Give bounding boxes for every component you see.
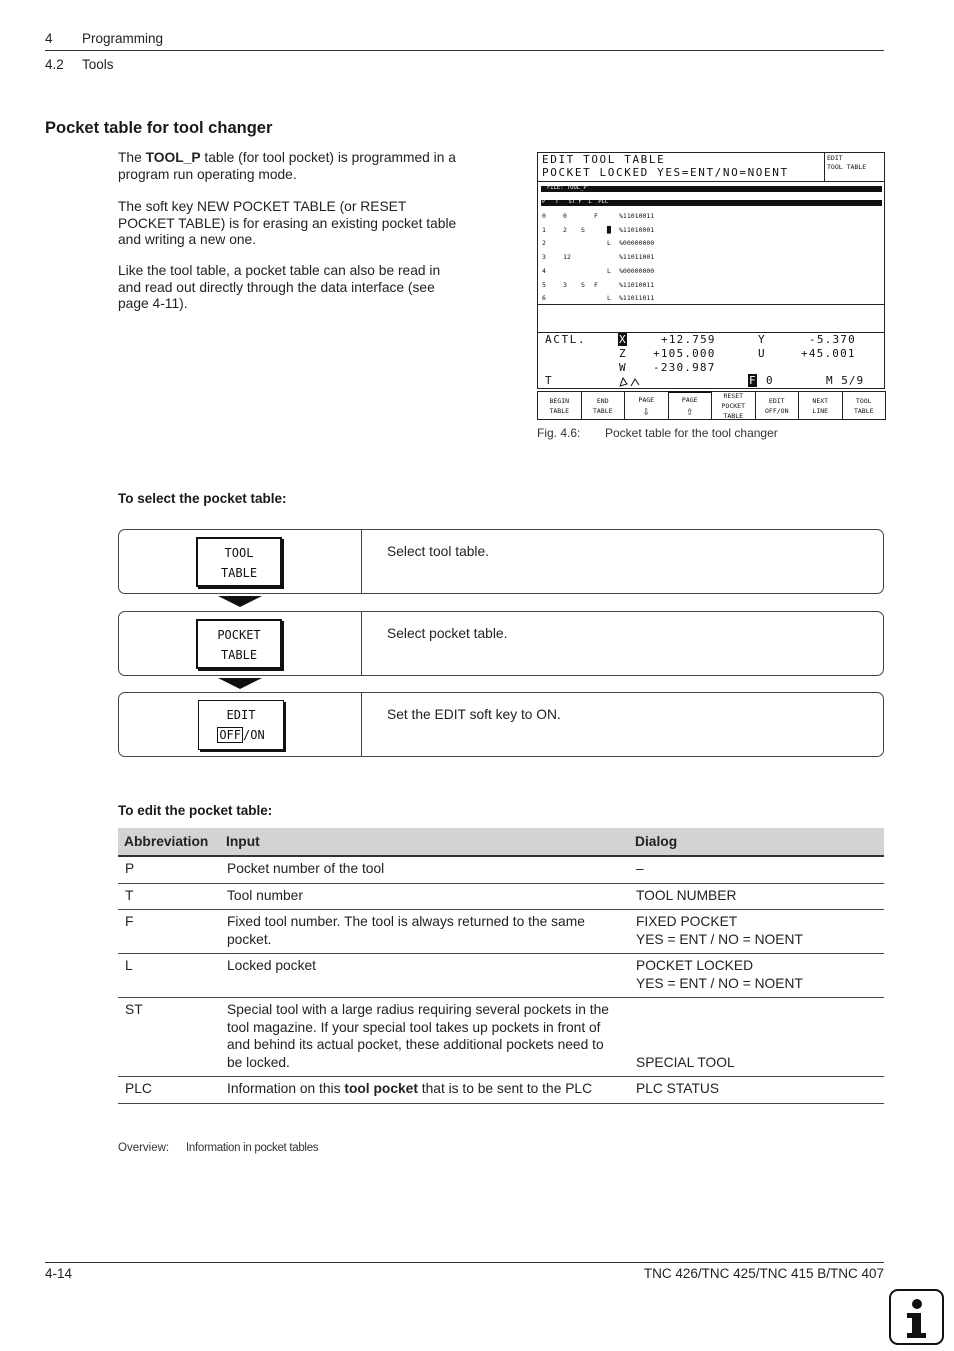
screen-cell-plc: %00000000 [619, 266, 655, 275]
screen-cell-p: 6 [542, 294, 546, 303]
tool-table-key[interactable] [196, 537, 282, 587]
intro-p1-post: table (for tool pocket) is programmed in a program run operating mode. [118, 150, 456, 182]
row-input: Special tool with a large radius requiring several pockets in the tool magazine. If your special tool takes up pockets in front of and behind its actual pocket, these additional pockets need to be locked. [220, 998, 629, 1077]
edit-key-on-text: /ON [243, 728, 265, 742]
softkey-label: LINE [812, 406, 829, 415]
intro-paragraph-1 [118, 150, 463, 183]
row-dialog: POCKET LOCKED YES = ENT / NO = NOENT [629, 954, 884, 998]
screen-cell-l: L [607, 266, 611, 275]
softkey-label: POCKET [721, 401, 745, 410]
chapter-number: 4 [45, 31, 53, 46]
step-divider [361, 530, 362, 593]
softkey-label: OFF/ON [765, 406, 789, 415]
softkey-5[interactable] [711, 391, 756, 420]
intro-paragraph-3: Like the tool table, a pocket table can also be read in and read out directly through the data interface (see page 4-11). [118, 263, 441, 311]
softkey-label: TABLE [853, 406, 874, 415]
step-divider [361, 612, 362, 675]
y-axis-label: Y [758, 333, 765, 346]
screen-mode-line-1: EDIT TOOL TABLE [542, 153, 666, 166]
screen-column-header: P T ST F L PLC [542, 199, 609, 205]
table-row [118, 883, 884, 910]
screen-cell-l: L [607, 294, 611, 303]
down-arrow-icon [218, 678, 262, 689]
select-heading: To select the pocket table: [118, 491, 287, 506]
intro-paragraph-2: The soft key NEW POCKET TABLE (or RESET POCKET TABLE) is for erasing an existing pocket table and writing a new one. [118, 199, 457, 247]
row-input: Locked pocket [220, 954, 629, 998]
m-label: M 5/9 [826, 374, 865, 387]
softkey-label: NEXT [812, 396, 829, 405]
softkey-label: BEGIN [549, 396, 570, 405]
t-label: T [545, 374, 552, 387]
row-abbr: ST [118, 998, 220, 1077]
down-arrow-icon [218, 596, 262, 607]
softkey-label: PAGE [638, 395, 655, 404]
info-icon [889, 1289, 944, 1345]
screen-cell-t: 3 [563, 280, 567, 289]
tool-table-key-line1: TOOL [224, 546, 254, 560]
row-input: Fixed tool number. The tool is always returned to the same pocket. [220, 910, 629, 954]
step-3-description: Set the EDIT soft key to ON. [387, 707, 561, 722]
edit-heading: To edit the pocket table: [118, 803, 273, 818]
softkey-label: RESET [723, 391, 744, 400]
row-input-post: that is to be sent to the PLC [417, 1081, 593, 1096]
tool-table-key-line2: TABLE [220, 566, 258, 580]
u-axis-value: +45.001 [801, 347, 856, 360]
row-input [220, 1077, 629, 1104]
x-axis-label: X [619, 333, 626, 346]
edit-off-on-key[interactable] [198, 700, 284, 750]
screen-cell-t: 2 [563, 225, 567, 234]
pocket-table-key-line2: TABLE [220, 648, 258, 662]
softkey-label: ⇩ [642, 403, 650, 418]
table-row [118, 856, 884, 883]
softkey-label: EDIT [768, 396, 785, 405]
section-number: 4.2 [45, 57, 64, 72]
screen-cell-plc: %11010011 [619, 212, 655, 220]
col-abbreviation: Abbreviation [118, 828, 220, 856]
section-title: Tools [82, 57, 114, 72]
col-dialog: Dialog [629, 828, 884, 856]
row-dialog: PLC STATUS [629, 1077, 884, 1104]
step-1 [118, 529, 884, 594]
screen-cell-plc: %11011011 [619, 294, 655, 303]
screen-cell-l: L [607, 239, 611, 248]
w-axis-label: W [619, 361, 626, 374]
screen-cell-f: F [594, 212, 598, 220]
screen-message-area [537, 304, 885, 333]
softkey-4[interactable] [668, 391, 713, 420]
screen-cell-plc: %00000000 [619, 239, 655, 248]
edit-key-line1: EDIT [226, 708, 256, 722]
row-abbr: T [118, 883, 220, 910]
table-caption: Information in pocket tables [186, 1142, 319, 1154]
row-input-bold: tool pocket [344, 1081, 418, 1096]
u-axis-label: U [758, 347, 765, 360]
table-row [118, 910, 884, 954]
z-axis-label: Z [619, 347, 626, 360]
softkey-2[interactable] [581, 391, 626, 420]
actl-label: ACTL. [545, 333, 587, 346]
z-axis-value: +105.000 [653, 347, 716, 360]
edit-key-line2 [199, 725, 283, 745]
screen-cell-st: S [581, 280, 585, 289]
y-axis-value: -5.370 [809, 333, 856, 346]
softkey-7[interactable] [798, 391, 843, 420]
softkey-label: TABLE [549, 406, 570, 415]
row-abbr: L [118, 954, 220, 998]
softkey-label: END [596, 396, 609, 405]
footer-rule [45, 1262, 884, 1263]
softkey-label: TOOL [855, 396, 872, 405]
row-dialog: FIXED POCKET YES = ENT / NO = NOENT [629, 910, 884, 954]
step-2-description: Select pocket table. [387, 626, 508, 641]
softkey-3[interactable] [624, 391, 669, 420]
screen-cell-p: 2 [542, 239, 546, 248]
screen-corner-2: TOOL TABLE [827, 163, 867, 171]
row-dialog: – [629, 856, 884, 883]
screen-cell-p: 5 [542, 280, 546, 289]
x-axis-value: +12.759 [661, 333, 716, 346]
intro-p1-bold: TOOL_P [145, 150, 201, 165]
step-1-description: Select tool table. [387, 544, 490, 559]
w-axis-value: -230.987 [653, 361, 716, 374]
row-dialog: SPECIAL TOOL [629, 998, 884, 1077]
row-input: Tool number [220, 883, 629, 910]
table-row [118, 1077, 884, 1104]
screen-cell-t: 12 [563, 253, 571, 262]
screen-cell-f: F [594, 280, 598, 289]
figure-caption: Pocket table for the tool changer [605, 426, 778, 440]
row-input-pre: Information on this [227, 1081, 345, 1096]
step-divider [361, 693, 362, 756]
pocket-table-key-line1: POCKET [217, 628, 261, 642]
row-input: Pocket number of the tool [220, 856, 629, 883]
screen-mode-line-2: POCKET LOCKED YES=ENT/NO=NOENT [542, 166, 789, 179]
softkey-label: TABLE [723, 411, 744, 420]
screen-corner-1: EDIT [827, 154, 843, 162]
model-name: TNC 426/TNC 425/TNC 415 B/TNC 407 [643, 1266, 884, 1281]
table-row [118, 954, 884, 998]
softkey-6[interactable] [755, 391, 800, 420]
page-number: 4-14 [45, 1266, 73, 1281]
header-rule [45, 50, 884, 51]
screen-file-bar [541, 186, 882, 192]
row-abbr: F [118, 910, 220, 954]
table-row [118, 998, 884, 1077]
chapter-title: Programming [82, 31, 164, 46]
intro-p1-pre: The [118, 150, 146, 165]
screen-file-label: FILE: TOOL_P [547, 185, 587, 191]
screen-cell-p: 0 [542, 212, 546, 220]
table-header-row [118, 828, 884, 856]
f-value: 0 [766, 374, 773, 387]
screen-cell-p: 3 [542, 253, 546, 262]
screen-cell-plc: %11010001 [619, 225, 655, 234]
screen-cell-plc: %11011001 [619, 253, 655, 262]
table-caption-label: Overview: [118, 1142, 170, 1154]
coolant-icon [619, 376, 643, 387]
step-3 [118, 692, 884, 757]
softkey-1[interactable] [537, 391, 582, 420]
row-abbr: P [118, 856, 220, 883]
pocket-table-key[interactable] [196, 619, 282, 669]
pocket-table-overview [118, 828, 884, 1104]
figure-number: Fig. 4.6: [537, 426, 581, 440]
step-2 [118, 611, 884, 676]
softkey-label: TABLE [592, 406, 613, 415]
softkey-label: PAGE [681, 396, 698, 404]
col-input: Input [220, 828, 629, 856]
screen-cell-l: █ [607, 225, 611, 234]
row-abbr: PLC [118, 1077, 220, 1104]
edit-key-off-box: OFF [219, 728, 241, 742]
softkey-label: ⇧ [686, 404, 694, 418]
screen-cell-t: 0 [563, 212, 567, 220]
screen-cell-p: 1 [542, 225, 546, 234]
softkey-8[interactable] [842, 391, 887, 420]
tnc-screen-figure [537, 152, 885, 420]
screen-cell-plc: %11010011 [619, 280, 655, 289]
screen-cell-st: S [581, 225, 585, 234]
screen-cell-p: 4 [542, 266, 546, 275]
row-dialog: TOOL NUMBER [629, 883, 884, 910]
page-title: Pocket table for tool changer [45, 119, 273, 137]
f-label: F [749, 374, 756, 387]
